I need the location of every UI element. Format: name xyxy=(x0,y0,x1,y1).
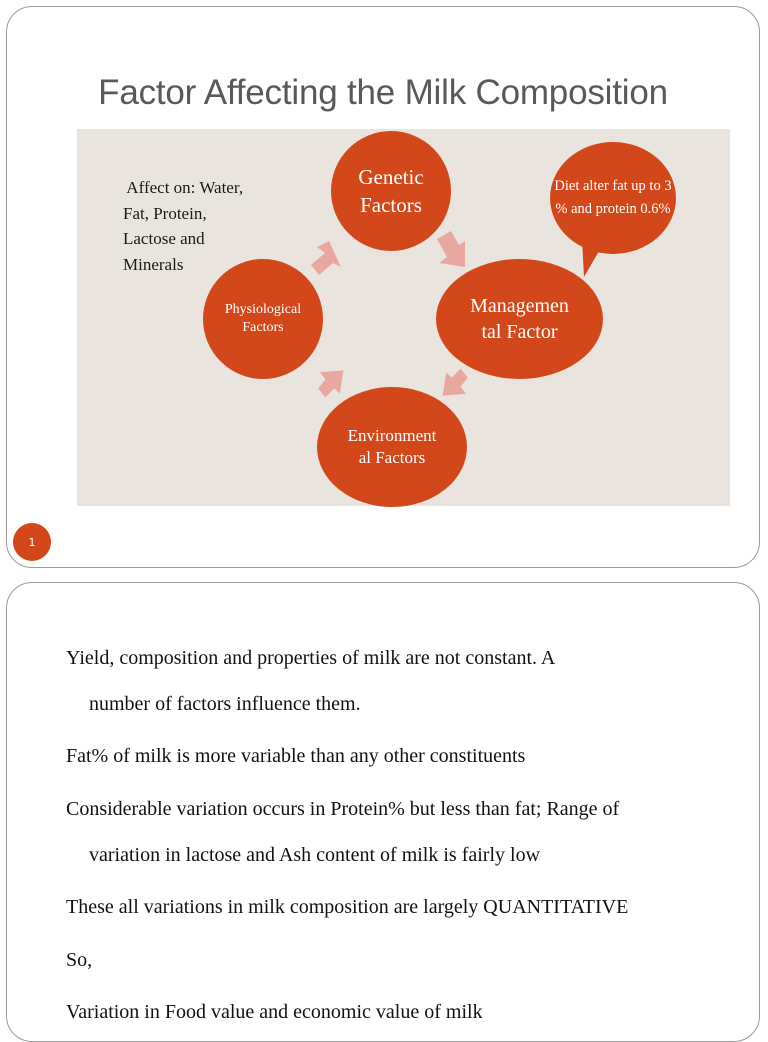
node-label: Physiological xyxy=(224,302,302,317)
affect-line: Fat, Protein, xyxy=(123,203,207,223)
callout-line: Diet alter xyxy=(554,178,609,194)
management-factor-node xyxy=(436,259,603,379)
paragraph-3-line-2: variation in lactose and Ash content of milk is fairly low xyxy=(89,844,541,866)
callout-line: 0.6% xyxy=(640,201,671,217)
slide-number-badge: 1 xyxy=(13,523,51,561)
paragraph-1-line-2: number of factors influence them. xyxy=(89,693,361,715)
paragraph-4: These all variations in milk composition are largely QUANTITATIVE xyxy=(66,896,629,918)
genetic-factors-node xyxy=(331,131,451,251)
callout-line: fat up to xyxy=(612,178,661,194)
factor-diagram xyxy=(77,129,730,506)
environmental-factors-node xyxy=(317,387,467,507)
paragraph-6: Variation in Food value and economic value of milk xyxy=(66,1001,483,1023)
paragraph-3-line-1: Considerable variation occurs in Protein% but less than fat; Range of xyxy=(66,798,620,820)
slide-title: Factor Affecting the Milk Composition xyxy=(98,73,668,112)
node-label: Managemen xyxy=(470,295,569,317)
physiological-factors-node xyxy=(203,259,323,379)
arrow-management-to-environment xyxy=(439,365,475,401)
arrow-genetic-to-management xyxy=(433,231,473,271)
callout-line: protein xyxy=(595,201,637,217)
node-label: Factors xyxy=(242,320,284,335)
paragraph-1-line-1: Yield, composition and properties of milk are not constant. A xyxy=(66,647,556,669)
slide-2 xyxy=(6,582,760,1042)
affect-line: Affect on: Water, xyxy=(123,178,244,197)
diet-callout xyxy=(550,142,676,254)
node-label: Genetic xyxy=(358,165,424,189)
paragraph-2: Fat% of milk is more variable than any other constituents xyxy=(66,745,526,767)
node-label: Environment xyxy=(347,426,437,445)
callout-line: 3 % and xyxy=(555,178,672,217)
arrow-environment-to-physio xyxy=(311,365,347,401)
node-label: al Factors xyxy=(358,448,426,467)
affect-line: Lactose and xyxy=(123,229,205,248)
arrow-physio-to-genetic xyxy=(305,237,345,277)
affect-line: Minerals xyxy=(123,254,184,274)
node-label: tal Factor xyxy=(481,321,558,343)
node-label: Factors xyxy=(360,193,422,217)
paragraph-5: So, xyxy=(66,949,93,971)
slide-1 xyxy=(6,6,760,568)
